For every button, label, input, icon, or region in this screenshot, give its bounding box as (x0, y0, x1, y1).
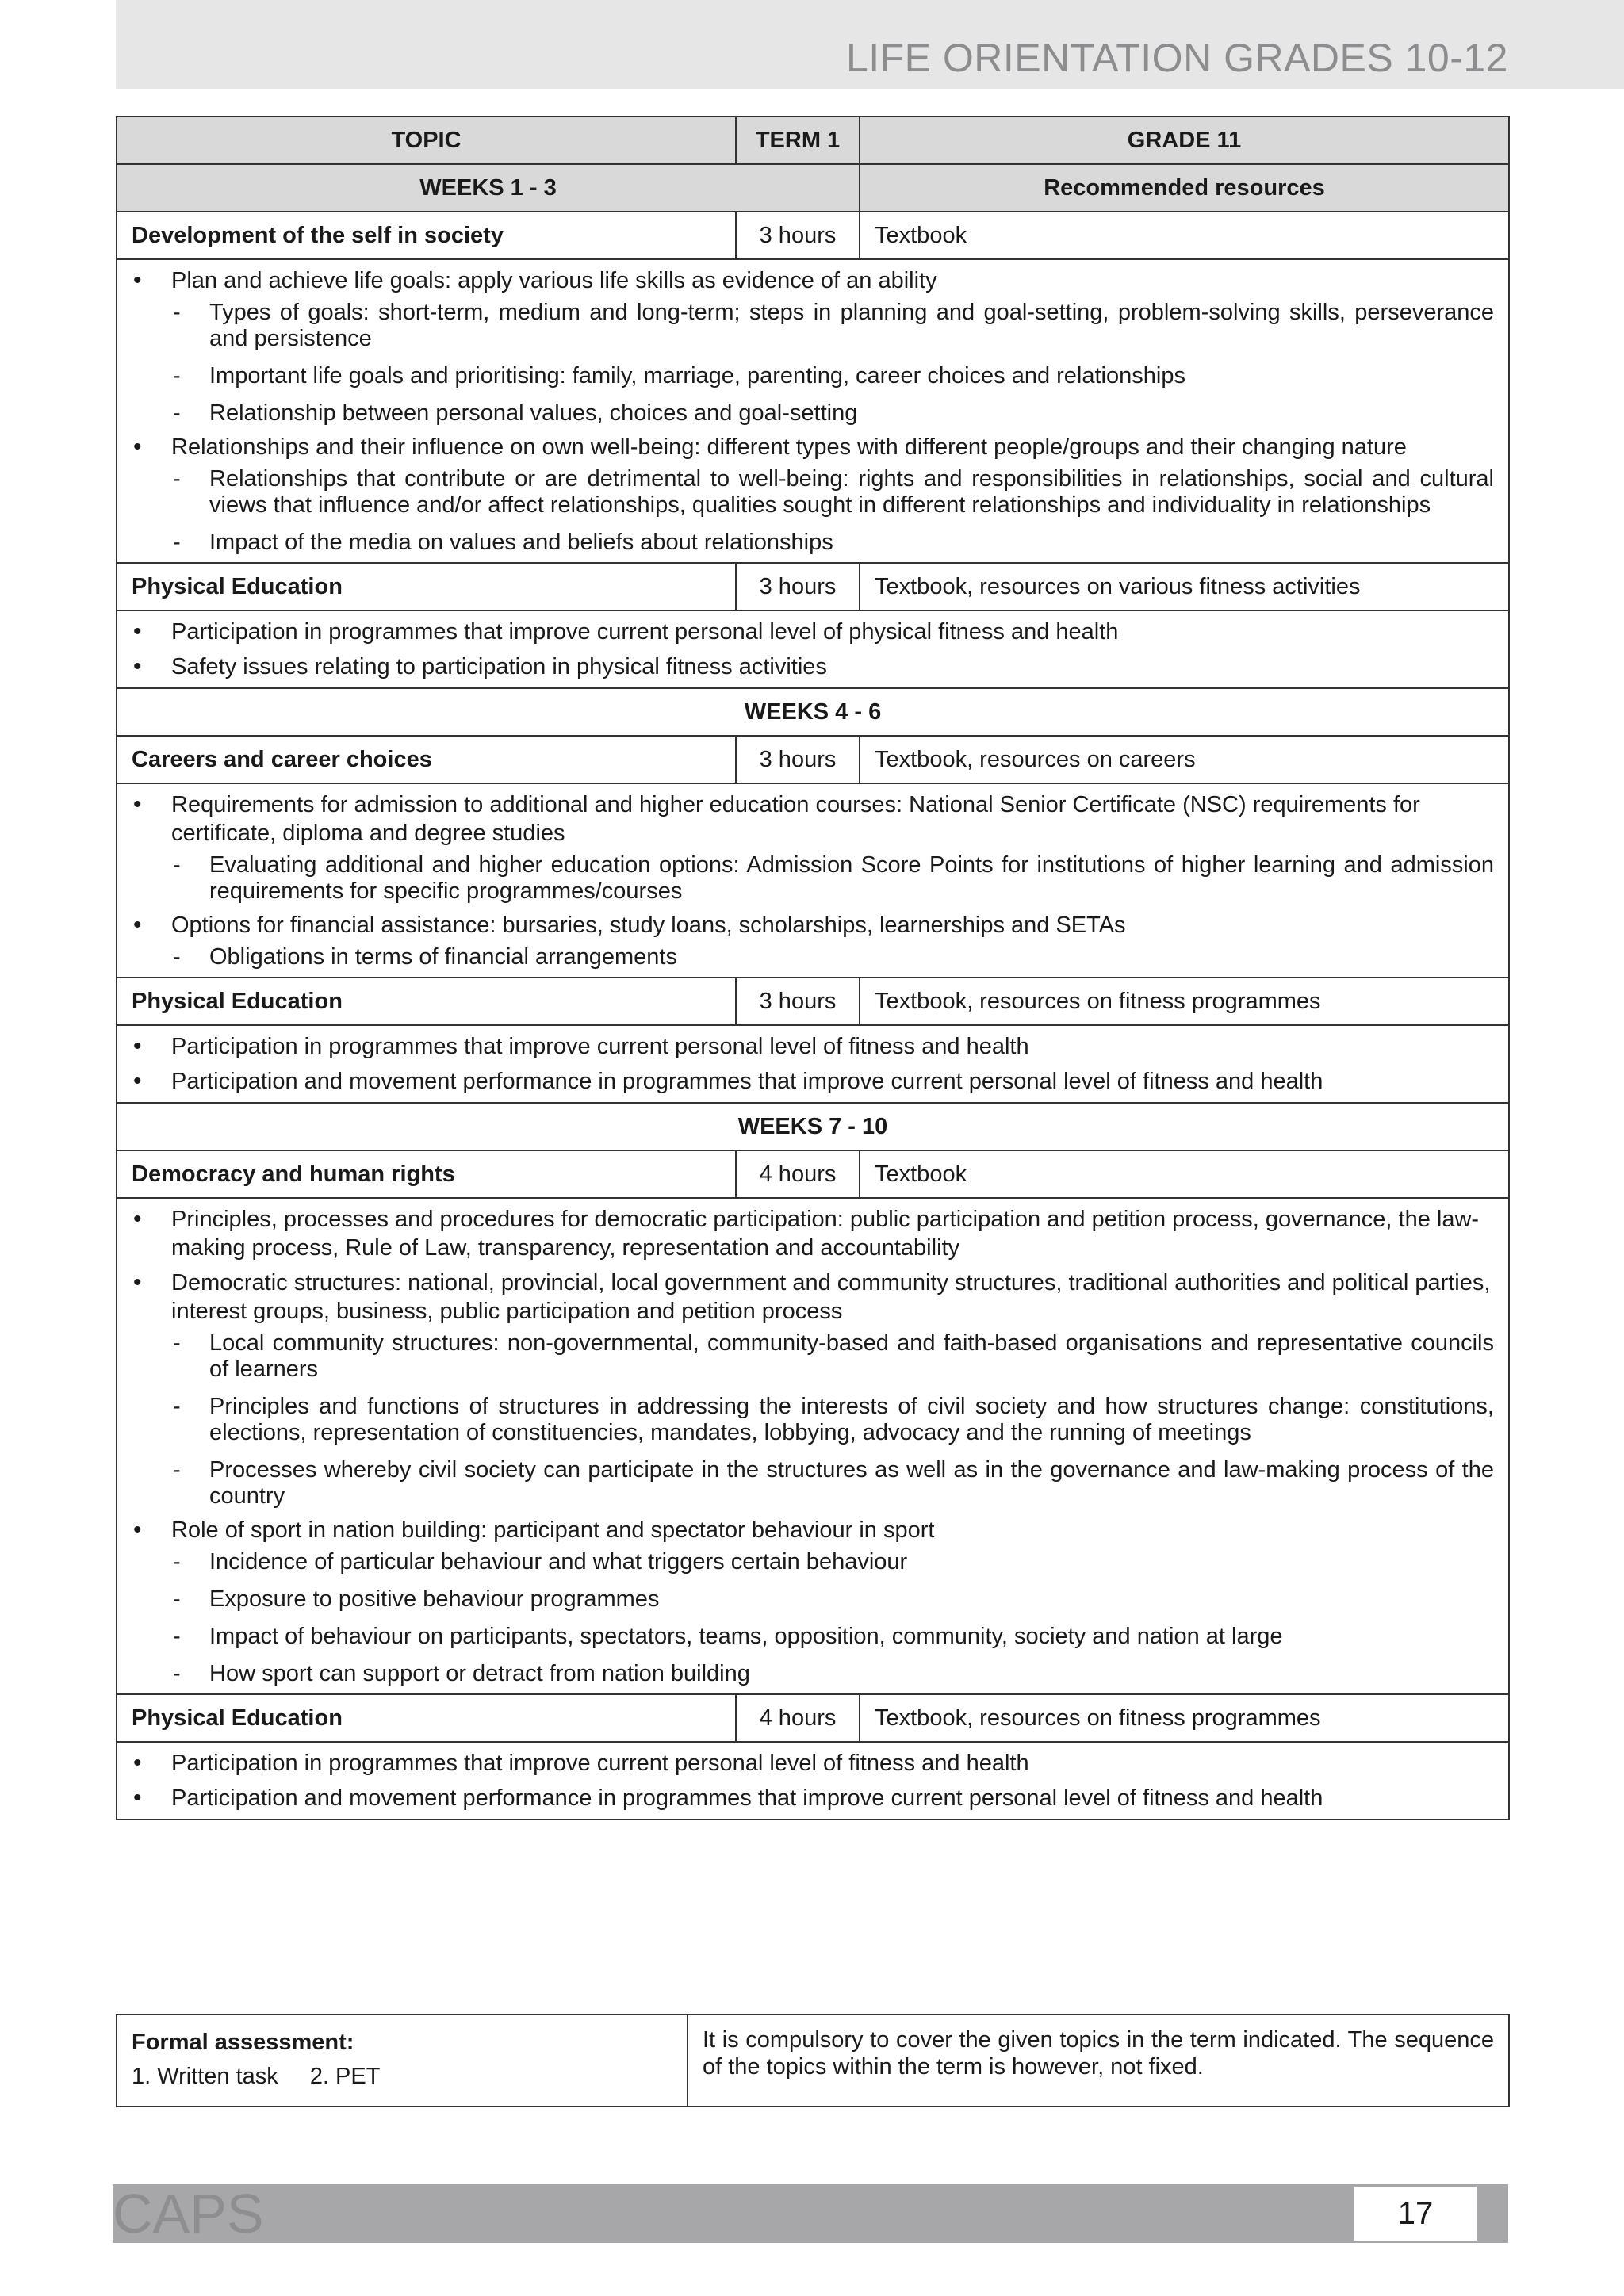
content-row (117, 783, 1509, 978)
topic-resources: Textbook, resources on various fitness activities (860, 563, 1509, 610)
assessment-item: 1. Written task (132, 2064, 278, 2089)
topic-name: Physical Education (117, 1694, 736, 1742)
document-title: LIFE ORIENTATION GRADES 10-12 (845, 36, 1508, 80)
sub-list (171, 944, 1494, 970)
bullet-item (132, 1784, 1494, 1812)
assessment-row (117, 2015, 1509, 2107)
bullet-text: Participation in programmes that improve current personal level of physical fitness and health (171, 619, 1119, 645)
bullet-text: Requirements for admission to additional and higher education courses: National Senior Certificate (NSC) requirements for certificate, diploma and degree studies (171, 792, 1420, 846)
bullet-item (132, 1516, 1494, 1687)
topic-resources: Textbook, resources on fitness programmes (860, 978, 1509, 1025)
bullet-list (132, 790, 1494, 970)
weeks-header-row (117, 164, 1509, 212)
bullet-text: Safety issues relating to participation in physical fitness activities (171, 654, 827, 679)
content-cell (117, 1025, 1509, 1103)
topic-name: Development of the self in society (117, 212, 736, 259)
topic-resources: Textbook, resources on careers (860, 736, 1509, 783)
content-cell (117, 1198, 1509, 1694)
bullet-list (132, 1032, 1494, 1096)
assessment-table (116, 2014, 1510, 2107)
sub-item: - Types of goals: short-term, medium and long-term; steps in planning and goal-setting, problem-solving skills, perseverance and persistence (171, 300, 1494, 352)
assessment-item: 2. PET (309, 2064, 381, 2089)
bullet-text: Participation in programmes that improve current personal level of fitness and health (171, 1034, 1029, 1059)
page-number: 17 (1354, 2187, 1477, 2241)
sub-item: - Obligations in terms of financial arrangements (171, 944, 1494, 970)
bullet-item (132, 1205, 1494, 1262)
topic-resources: Textbook, resources on fitness programmes (860, 1694, 1509, 1742)
weeks-label: WEEKS 1 - 3 (117, 164, 860, 212)
table-header-row (117, 117, 1509, 164)
bullet-item (132, 911, 1494, 970)
content-row (117, 1198, 1509, 1694)
bullet-item (132, 1749, 1494, 1777)
topic-resources: Textbook (860, 212, 1509, 259)
sub-item: - Impact of behaviour on participants, spectators, teams, opposition, community, society and nation at large (171, 1624, 1494, 1650)
topic-hours: 4 hours (736, 1150, 860, 1198)
weeks-label: WEEKS 7 - 10 (117, 1103, 1509, 1150)
topic-hours: 3 hours (736, 978, 860, 1025)
footer-band (113, 2184, 1508, 2243)
topic-name: Physical Education (117, 978, 736, 1025)
term-column-header: TERM 1 (736, 117, 860, 164)
sub-item: - Local community structures: non-governmental, community-based and faith-based organisations and representative councils of learners (171, 1330, 1494, 1383)
bullet-item (132, 266, 1494, 427)
bullet-text: Participation and movement performance in programmes that improve current personal level of fitness and health (171, 1069, 1323, 1094)
sub-item: - Important life goals and prioritising: family, marriage, parenting, career choices and relationships (171, 363, 1494, 389)
topic-column-header: TOPIC (117, 117, 736, 164)
topic-row (117, 212, 1509, 259)
assessment-cell (117, 2015, 688, 2107)
bullet-text: Participation and movement performance in programmes that improve current personal level of fitness and health (171, 1785, 1323, 1811)
assessment-title: Formal assessment: (132, 2030, 354, 2055)
content-row (117, 1742, 1509, 1820)
topic-name: Careers and career choices (117, 736, 736, 783)
bullet-item (132, 790, 1494, 905)
topic-name: Physical Education (117, 563, 736, 610)
sub-item: - Incidence of particular behaviour and what triggers certain behaviour (171, 1549, 1494, 1575)
content-row (117, 259, 1509, 563)
assessment-items (132, 2058, 672, 2095)
bullet-list (132, 1205, 1494, 1687)
sub-list (171, 852, 1494, 905)
assessment-note: It is compulsory to cover the given topics in the term indicated. The sequence of the topics within the term is however, not fixed. (703, 2027, 1494, 2080)
bullet-text: Principles, processes and procedures for democratic participation: public participation and petition process, governance, the law-making process, Rule of Law, transparency, representation and accountability (171, 1207, 1480, 1261)
bullet-item (132, 1032, 1494, 1061)
topic-hours: 3 hours (736, 736, 860, 783)
topic-hours: 3 hours (736, 563, 860, 610)
curriculum-table (116, 116, 1510, 1820)
sub-item: - Processes whereby civil society can participate in the structures as well as in the governance and law-making process of the country (171, 1457, 1494, 1510)
bullet-list (132, 618, 1494, 681)
content-cell (117, 610, 1509, 688)
bullet-text: Options for financial assistance: bursaries, study loans, scholarships, learnerships and SETAs (171, 913, 1126, 938)
footer-brand: CAPS (113, 2183, 264, 2244)
topic-row (117, 736, 1509, 783)
bullet-text: Democratic structures: national, provincial, local government and community structures, traditional authorities and political parties, interest groups, business, public participation and petition process (171, 1270, 1491, 1324)
bullet-item (132, 652, 1494, 681)
weeks-row (117, 1103, 1509, 1150)
topic-hours: 3 hours (736, 212, 860, 259)
topic-row (117, 563, 1509, 610)
sub-list (171, 1549, 1494, 1687)
assessment-note-cell (688, 2015, 1509, 2107)
content-cell (117, 1742, 1509, 1820)
sub-item: - Relationship between personal values, choices and goal-setting (171, 400, 1494, 427)
bullet-list (132, 266, 1494, 556)
sub-list (171, 466, 1494, 556)
topic-hours: 4 hours (736, 1694, 860, 1742)
content-cell (117, 259, 1509, 563)
topic-row (117, 978, 1509, 1025)
sub-item: - How sport can support or detract from nation building (171, 1661, 1494, 1687)
resources-column-header: Recommended resources (860, 164, 1509, 212)
sub-item: - Impact of the media on values and beliefs about relationships (171, 530, 1494, 556)
sub-item: - Relationships that contribute or are detrimental to well-being: rights and responsibilities in relationships, social and cultural views that influence and/or affect relationships, qualities sought in different relationships and individuality in relationships (171, 466, 1494, 519)
topic-resources: Textbook (860, 1150, 1509, 1198)
sub-list (171, 300, 1494, 427)
bullet-text: Plan and achieve life goals: apply various life skills as evidence of an ability (171, 268, 937, 293)
topic-row (117, 1694, 1509, 1742)
bullet-text: Participation in programmes that improve current personal level of fitness and health (171, 1751, 1029, 1776)
sub-item: - Principles and functions of structures in addressing the interests of civil society and how structures change: constitutions, elections, representation of constituencies, mandates, lobbying, advocacy and the running of meetings (171, 1394, 1494, 1446)
weeks-row (117, 688, 1509, 736)
topic-name: Democracy and human rights (117, 1150, 736, 1198)
weeks-label: WEEKS 4 - 6 (117, 688, 1509, 736)
content-cell (117, 783, 1509, 978)
content-row (117, 1025, 1509, 1103)
bullet-list (132, 1749, 1494, 1812)
content-row (117, 610, 1509, 688)
bullet-item (132, 618, 1494, 646)
bullet-item (132, 1067, 1494, 1096)
curriculum-table-body (117, 117, 1509, 1820)
grade-column-header: GRADE 11 (860, 117, 1509, 164)
bullet-text: Relationships and their influence on own well-being: different types with different people/groups and their changing nature (171, 434, 1407, 460)
topic-row (117, 1150, 1509, 1198)
bullet-text: Role of sport in nation building: participant and spectator behaviour in sport (171, 1517, 935, 1543)
sub-item: - Evaluating additional and higher education options: Admission Score Points for institutions of higher learning and admission requirements for specific programmes/courses (171, 852, 1494, 905)
bullet-item (132, 1269, 1494, 1510)
bullet-item (132, 433, 1494, 556)
sub-item: - Exposure to positive behaviour programmes (171, 1586, 1494, 1613)
sub-list (171, 1330, 1494, 1510)
